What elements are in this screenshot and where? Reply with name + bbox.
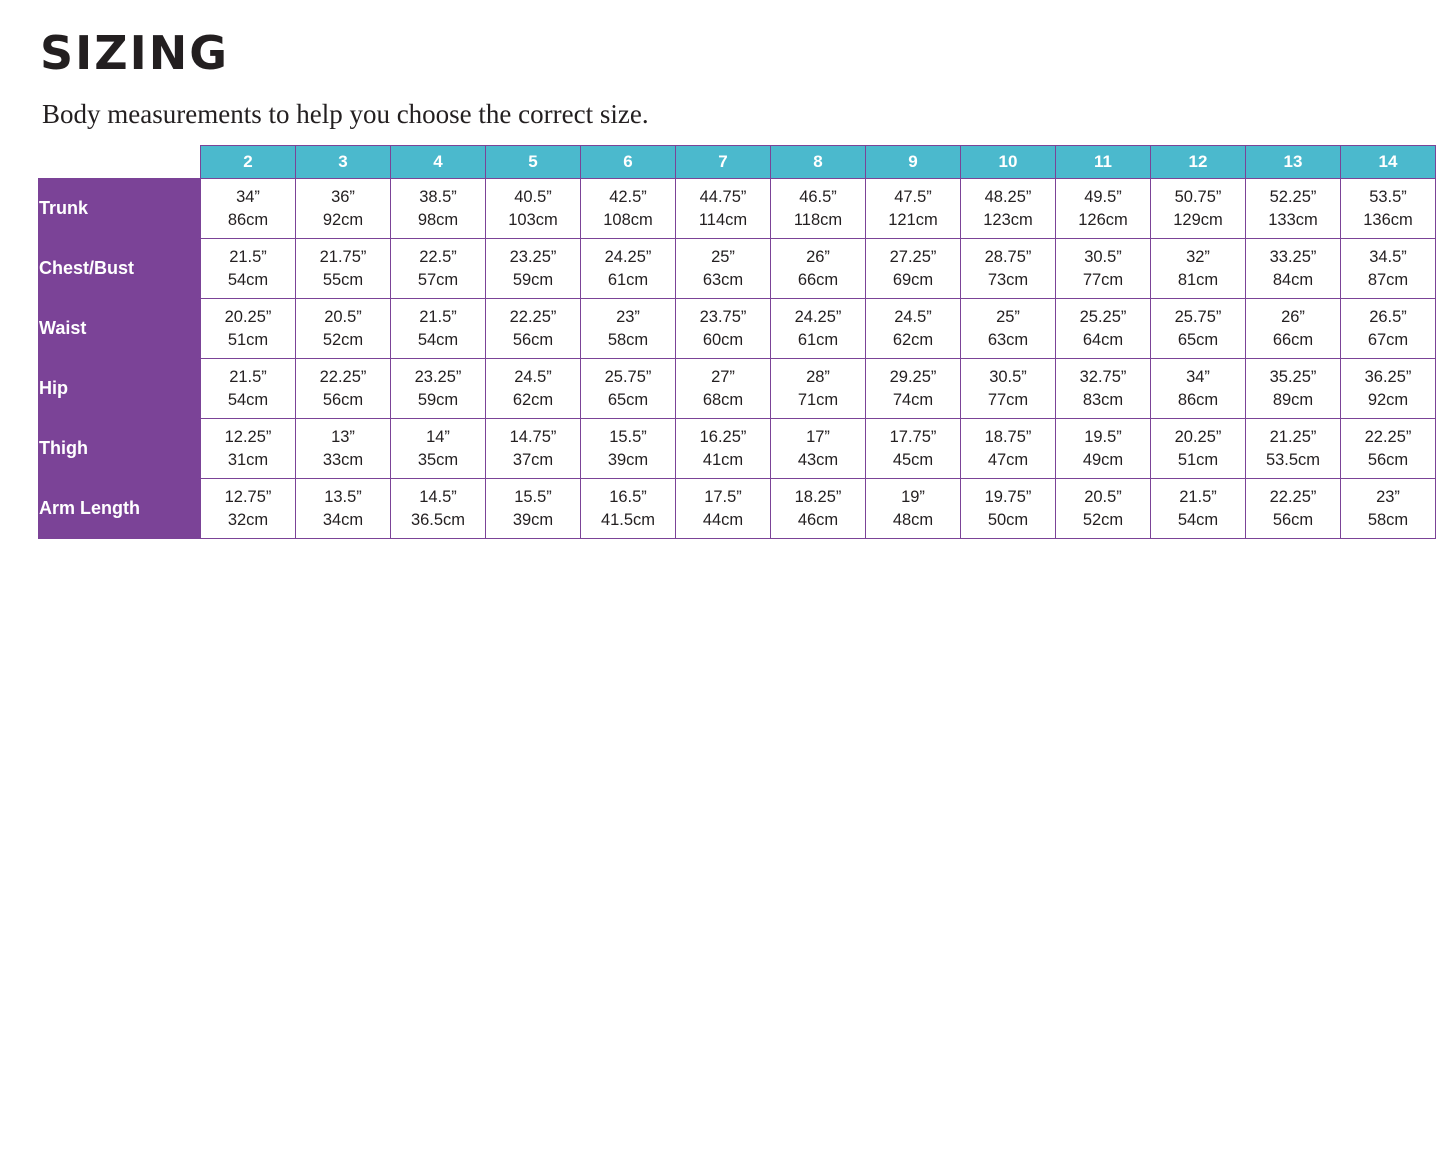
measurement-imperial: 25”	[711, 248, 735, 267]
measurement-imperial: 38.5”	[419, 188, 457, 207]
measurement-metric: 52cm	[1082, 510, 1124, 529]
measurement-imperial: 26.5”	[1369, 308, 1407, 327]
measurement-imperial: 52.25”	[1269, 188, 1317, 207]
measurement-cell	[486, 359, 581, 419]
measurement-metric: 77cm	[1082, 270, 1124, 289]
measurement-imperial: 32.75”	[1079, 368, 1127, 387]
measurement-cell	[581, 419, 676, 479]
table-row	[39, 419, 1436, 479]
measurement-metric: 54cm	[227, 270, 269, 289]
measurement-imperial: 34.5”	[1369, 248, 1407, 267]
measurement-cell	[1151, 479, 1246, 539]
measurement-imperial: 47.5”	[894, 188, 932, 207]
measurement-metric: 81cm	[1177, 270, 1219, 289]
measurement-metric: 66cm	[1272, 330, 1314, 349]
measurement-metric: 63cm	[702, 270, 744, 289]
measurement-cell	[866, 359, 961, 419]
measurement-imperial: 12.75”	[224, 488, 272, 507]
sizing-table	[38, 145, 1436, 539]
measurement-metric: 41.5cm	[600, 510, 656, 529]
measurement-imperial: 21.75”	[319, 248, 367, 267]
measurement-cell	[486, 239, 581, 299]
measurement-metric: 32cm	[227, 510, 269, 529]
measurement-cell	[676, 359, 771, 419]
measurement-cell	[581, 299, 676, 359]
measurement-cell	[1341, 359, 1436, 419]
measurement-metric: 98cm	[417, 210, 459, 229]
measurement-imperial: 46.5”	[799, 188, 837, 207]
measurement-row-label: Chest/Bust	[39, 239, 201, 299]
measurement-imperial: 22.25”	[319, 368, 367, 387]
measurement-metric: 57cm	[417, 270, 459, 289]
measurement-imperial: 23”	[1376, 488, 1400, 507]
measurement-metric: 55cm	[322, 270, 364, 289]
measurement-metric: 133cm	[1268, 210, 1318, 229]
measurement-metric: 56cm	[1272, 510, 1314, 529]
measurement-imperial: 22.25”	[1269, 488, 1317, 507]
measurement-metric: 83cm	[1082, 390, 1124, 409]
measurement-cell	[1151, 419, 1246, 479]
measurement-imperial: 14.75”	[509, 428, 557, 447]
measurement-imperial: 24.5”	[514, 368, 552, 387]
measurement-imperial: 27.25”	[889, 248, 937, 267]
measurement-cell	[296, 359, 391, 419]
measurement-imperial: 12.25”	[224, 428, 272, 447]
measurement-metric: 69cm	[892, 270, 934, 289]
measurement-cell	[581, 179, 676, 239]
measurement-metric: 74cm	[892, 390, 934, 409]
measurement-metric: 48cm	[892, 510, 934, 529]
measurement-row-label: Thigh	[39, 419, 201, 479]
measurement-cell	[486, 479, 581, 539]
measurement-metric: 50cm	[987, 510, 1029, 529]
measurement-metric: 126cm	[1078, 210, 1128, 229]
measurement-metric: 49cm	[1082, 450, 1124, 469]
size-column-header: 10	[961, 146, 1056, 179]
measurement-metric: 62cm	[512, 390, 554, 409]
measurement-metric: 58cm	[607, 330, 649, 349]
measurement-metric: 68cm	[702, 390, 744, 409]
measurement-imperial: 30.5”	[1084, 248, 1122, 267]
measurement-metric: 67cm	[1367, 330, 1409, 349]
measurement-imperial: 21.5”	[229, 368, 267, 387]
measurement-cell	[771, 419, 866, 479]
measurement-cell	[486, 299, 581, 359]
measurement-metric: 51cm	[227, 330, 269, 349]
measurement-imperial: 21.5”	[419, 308, 457, 327]
measurement-imperial: 32”	[1186, 248, 1210, 267]
size-column-header: 6	[581, 146, 676, 179]
table-row	[39, 479, 1436, 539]
measurement-cell	[581, 239, 676, 299]
measurement-cell	[676, 239, 771, 299]
measurement-cell	[486, 419, 581, 479]
measurement-imperial: 22.25”	[509, 308, 557, 327]
measurement-cell	[1056, 479, 1151, 539]
measurement-metric: 59cm	[512, 270, 554, 289]
measurement-cell	[201, 419, 296, 479]
measurement-metric: 73cm	[987, 270, 1029, 289]
measurement-imperial: 28”	[806, 368, 830, 387]
measurement-metric: 86cm	[1177, 390, 1219, 409]
measurement-cell	[961, 239, 1056, 299]
measurement-imperial: 19.75”	[984, 488, 1032, 507]
measurement-metric: 129cm	[1173, 210, 1223, 229]
table-corner-cell	[39, 146, 201, 179]
size-column-header: 8	[771, 146, 866, 179]
measurement-metric: 44cm	[702, 510, 744, 529]
measurement-cell	[581, 479, 676, 539]
measurement-imperial: 20.25”	[224, 308, 272, 327]
measurement-imperial: 20.5”	[1084, 488, 1122, 507]
measurement-cell	[201, 479, 296, 539]
measurement-metric: 77cm	[987, 390, 1029, 409]
measurement-metric: 35cm	[417, 450, 459, 469]
measurement-metric: 84cm	[1272, 270, 1314, 289]
measurement-cell	[1056, 179, 1151, 239]
measurement-cell	[1341, 419, 1436, 479]
measurement-cell	[296, 419, 391, 479]
measurement-metric: 64cm	[1082, 330, 1124, 349]
table-row	[39, 359, 1436, 419]
measurement-cell	[961, 479, 1056, 539]
measurement-cell	[1151, 179, 1246, 239]
measurement-metric: 54cm	[417, 330, 459, 349]
table-header-row	[39, 146, 1436, 179]
measurement-cell	[296, 179, 391, 239]
measurement-metric: 47cm	[987, 450, 1029, 469]
size-column-header: 12	[1151, 146, 1246, 179]
measurement-cell	[1151, 359, 1246, 419]
measurement-metric: 46cm	[797, 510, 839, 529]
measurement-imperial: 26”	[1281, 308, 1305, 327]
measurement-cell	[1246, 479, 1341, 539]
size-column-header: 9	[866, 146, 961, 179]
measurement-metric: 59cm	[417, 390, 459, 409]
measurement-imperial: 13.5”	[324, 488, 362, 507]
measurement-cell	[1056, 299, 1151, 359]
measurement-cell	[676, 419, 771, 479]
measurement-metric: 39cm	[512, 510, 554, 529]
measurement-imperial: 48.25”	[984, 188, 1032, 207]
measurement-cell	[771, 179, 866, 239]
measurement-row-label: Arm Length	[39, 479, 201, 539]
measurement-metric: 61cm	[797, 330, 839, 349]
measurement-metric: 36.5cm	[410, 510, 466, 529]
measurement-imperial: 18.75”	[984, 428, 1032, 447]
measurement-cell	[1056, 359, 1151, 419]
measurement-metric: 51cm	[1177, 450, 1219, 469]
measurement-cell	[201, 299, 296, 359]
size-column-header: 14	[1341, 146, 1436, 179]
measurement-cell	[1246, 239, 1341, 299]
measurement-cell	[771, 359, 866, 419]
measurement-cell	[961, 359, 1056, 419]
measurement-cell	[201, 179, 296, 239]
measurement-imperial: 14”	[426, 428, 450, 447]
measurement-imperial: 29.25”	[889, 368, 937, 387]
measurement-imperial: 42.5”	[609, 188, 647, 207]
measurement-metric: 52cm	[322, 330, 364, 349]
measurement-imperial: 15.5”	[514, 488, 552, 507]
table-body	[39, 179, 1436, 539]
measurement-cell	[1246, 419, 1341, 479]
measurement-imperial: 22.5”	[419, 248, 457, 267]
measurement-imperial: 25.75”	[1174, 308, 1222, 327]
measurement-metric: 103cm	[508, 210, 558, 229]
size-column-header: 5	[486, 146, 581, 179]
measurement-imperial: 23”	[616, 308, 640, 327]
table-row	[39, 299, 1436, 359]
measurement-imperial: 21.5”	[229, 248, 267, 267]
measurement-cell	[1151, 239, 1246, 299]
measurement-metric: 56cm	[322, 390, 364, 409]
measurement-imperial: 25”	[996, 308, 1020, 327]
measurement-imperial: 23.25”	[414, 368, 462, 387]
measurement-cell	[1341, 479, 1436, 539]
measurement-metric: 71cm	[797, 390, 839, 409]
measurement-metric: 39cm	[607, 450, 649, 469]
measurement-cell	[676, 179, 771, 239]
measurement-imperial: 26”	[806, 248, 830, 267]
measurement-metric: 45cm	[892, 450, 934, 469]
page-title: SIZING	[40, 26, 229, 80]
measurement-cell	[391, 299, 486, 359]
measurement-cell	[1056, 239, 1151, 299]
measurement-cell	[391, 179, 486, 239]
measurement-cell	[676, 299, 771, 359]
measurement-imperial: 17.75”	[889, 428, 937, 447]
size-column-header: 7	[676, 146, 771, 179]
measurement-imperial: 19”	[901, 488, 925, 507]
size-column-header: 2	[201, 146, 296, 179]
size-column-header: 3	[296, 146, 391, 179]
measurement-metric: 60cm	[702, 330, 744, 349]
measurement-cell	[866, 239, 961, 299]
measurement-metric: 65cm	[607, 390, 649, 409]
measurement-cell	[391, 419, 486, 479]
measurement-cell	[1056, 419, 1151, 479]
measurement-imperial: 25.25”	[1079, 308, 1127, 327]
measurement-cell	[866, 299, 961, 359]
measurement-imperial: 25.75”	[604, 368, 652, 387]
measurement-imperial: 20.5”	[324, 308, 362, 327]
measurement-imperial: 23.75”	[699, 308, 747, 327]
measurement-cell	[1341, 299, 1436, 359]
measurement-metric: 34cm	[322, 510, 364, 529]
measurement-metric: 58cm	[1367, 510, 1409, 529]
measurement-cell	[961, 299, 1056, 359]
measurement-metric: 118cm	[793, 210, 843, 229]
measurement-imperial: 36”	[331, 188, 355, 207]
measurement-imperial: 44.75”	[699, 188, 747, 207]
measurement-metric: 41cm	[702, 450, 744, 469]
measurement-cell	[961, 179, 1056, 239]
measurement-row-label: Trunk	[39, 179, 201, 239]
size-column-header: 11	[1056, 146, 1151, 179]
measurement-metric: 65cm	[1177, 330, 1219, 349]
measurement-imperial: 35.25”	[1269, 368, 1317, 387]
measurement-imperial: 50.75”	[1174, 188, 1222, 207]
measurement-imperial: 24.25”	[794, 308, 842, 327]
measurement-imperial: 13”	[331, 428, 355, 447]
measurement-imperial: 30.5”	[989, 368, 1027, 387]
size-column-header: 13	[1246, 146, 1341, 179]
measurement-metric: 54cm	[227, 390, 269, 409]
measurement-imperial: 18.25”	[794, 488, 842, 507]
measurement-metric: 53.5cm	[1265, 450, 1321, 469]
measurement-metric: 114cm	[698, 210, 748, 229]
measurement-metric: 37cm	[512, 450, 554, 469]
measurement-cell	[676, 479, 771, 539]
measurement-metric: 63cm	[987, 330, 1029, 349]
measurement-cell	[1341, 179, 1436, 239]
measurement-cell	[486, 179, 581, 239]
measurement-cell	[581, 359, 676, 419]
measurement-cell	[1246, 359, 1341, 419]
measurement-cell	[296, 299, 391, 359]
measurement-metric: 56cm	[512, 330, 554, 349]
size-column-header: 4	[391, 146, 486, 179]
measurement-cell	[1341, 239, 1436, 299]
measurement-metric: 121cm	[888, 210, 938, 229]
measurement-metric: 56cm	[1367, 450, 1409, 469]
measurement-metric: 89cm	[1272, 390, 1314, 409]
measurement-imperial: 20.25”	[1174, 428, 1222, 447]
measurement-metric: 136cm	[1363, 210, 1413, 229]
measurement-imperial: 28.75”	[984, 248, 1032, 267]
measurement-imperial: 53.5”	[1369, 188, 1407, 207]
measurement-imperial: 19.5”	[1084, 428, 1122, 447]
measurement-metric: 92cm	[1367, 390, 1409, 409]
measurement-cell	[866, 179, 961, 239]
page-subtitle: Body measurements to help you choose the correct size.	[42, 99, 649, 129]
measurement-cell	[961, 419, 1056, 479]
measurement-imperial: 21.25”	[1269, 428, 1317, 447]
measurement-metric: 66cm	[797, 270, 839, 289]
measurement-imperial: 24.5”	[894, 308, 932, 327]
measurement-imperial: 14.5”	[419, 488, 457, 507]
measurement-metric: 43cm	[797, 450, 839, 469]
measurement-metric: 33cm	[322, 450, 364, 469]
measurement-row-label: Waist	[39, 299, 201, 359]
measurement-metric: 62cm	[892, 330, 934, 349]
measurement-imperial: 15.5”	[609, 428, 647, 447]
measurement-imperial: 17.5”	[704, 488, 742, 507]
measurement-cell	[201, 239, 296, 299]
measurement-imperial: 17”	[806, 428, 830, 447]
measurement-imperial: 23.25”	[509, 248, 557, 267]
measurement-cell	[391, 239, 486, 299]
measurement-imperial: 16.5”	[609, 488, 647, 507]
measurement-metric: 86cm	[227, 210, 269, 229]
measurement-imperial: 24.25”	[604, 248, 652, 267]
measurement-cell	[391, 359, 486, 419]
measurement-metric: 54cm	[1177, 510, 1219, 529]
measurement-imperial: 16.25”	[699, 428, 747, 447]
measurement-cell	[1246, 179, 1341, 239]
measurement-cell	[201, 359, 296, 419]
measurement-imperial: 34”	[1186, 368, 1210, 387]
measurement-cell	[296, 479, 391, 539]
measurement-cell	[1151, 299, 1246, 359]
measurement-imperial: 49.5”	[1084, 188, 1122, 207]
measurement-cell	[771, 299, 866, 359]
measurement-cell	[866, 479, 961, 539]
table-row	[39, 179, 1436, 239]
measurement-cell	[1246, 299, 1341, 359]
measurement-cell	[866, 419, 961, 479]
measurement-imperial: 21.5”	[1179, 488, 1217, 507]
measurement-metric: 87cm	[1367, 270, 1409, 289]
measurement-row-label: Hip	[39, 359, 201, 419]
measurement-imperial: 33.25”	[1269, 248, 1317, 267]
measurement-cell	[391, 479, 486, 539]
measurement-cell	[296, 239, 391, 299]
table-row	[39, 239, 1436, 299]
measurement-cell	[771, 479, 866, 539]
measurement-imperial: 36.25”	[1364, 368, 1412, 387]
measurement-imperial: 22.25”	[1364, 428, 1412, 447]
measurement-metric: 123cm	[983, 210, 1033, 229]
measurement-imperial: 27”	[711, 368, 735, 387]
measurement-metric: 61cm	[607, 270, 649, 289]
measurement-metric: 108cm	[603, 210, 653, 229]
measurement-metric: 31cm	[227, 450, 269, 469]
measurement-metric: 92cm	[322, 210, 364, 229]
measurement-imperial: 40.5”	[514, 188, 552, 207]
measurement-cell	[771, 239, 866, 299]
measurement-imperial: 34”	[236, 188, 260, 207]
